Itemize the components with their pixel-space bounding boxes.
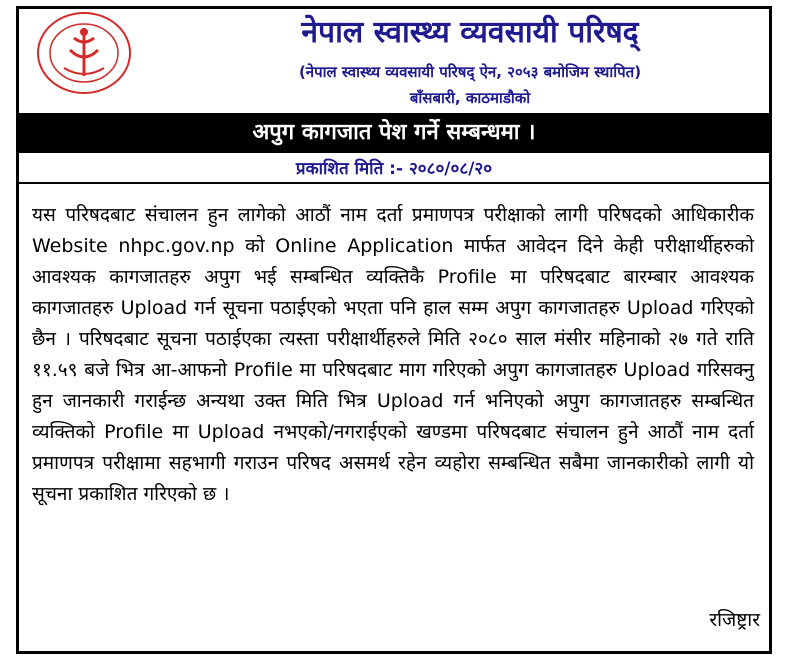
notice-body: यस परिषदबाट संचालन हुन लागेको आठौं नाम दर्ता प्रमाणपत्र परीक्षाको लागी परिषदको आधिकारीक Website nhpc.gov.np को Online Application मार्फत आवेदन दिने केही परीक्षार्थीहरुको आवश्यक कागजातहरु अपुग भई सम्बन्धित व्यक्तिकै Profile मा परिषदबाट बारम्बार आवश्यक कागजातहरु Upload गर्न सूचना पठाईएको भएता पनि हाल सम्म अपुग कागजातहरु Upload गरिएको छैन । परिषदबाट सूचना पठाईएका त्यस्ता परीक्षार्थीहरुले मिति २०८० साल मंसीर महिनाको २७ गते राति ११.५९ बजे भित्र आ-आफनो Profile मा परिषदबाट माग गरिएको अपुग कागजातहरु Upload गरिसक्नु हुन जानकारी गराईन्छ अन्यथा उक्त मिति भित्र Upload गर्न भनिएको अपुग कागजातहरु सम्बन्धित व्यक्तिको Profile मा Upload नभएको/नगराईएको खण्डमा परिषदबाट संचालन हुने आठौं नाम दर्ता प्रमाणपत्र परीक्षामा सहभागी गराउन परिषद असमर्थ रहेन व्यहोरा सम्बन्धित सबैमा जानकारीको लागी यो सूचना प्रकाशित गरिएको छ ।: [32, 204, 754, 505]
org-address: बाँसबारी, काठमाडौको: [409, 89, 531, 107]
established-note: (नेपाल स्वास्थ्य व्यवसायी परिषद् ऐन, २०५३ बमोजिम स्थापित): [298, 63, 642, 81]
divider: [19, 182, 769, 184]
notice-title: अपुग कागजात पेश गर्ने सम्बन्धमा ।: [19, 113, 769, 153]
signer: रजिष्ट्रार: [709, 609, 760, 631]
org-name: नेपाल स्वास्थ्य व्यवसायी परिषद्: [301, 15, 639, 50]
council-seal-icon: [34, 10, 134, 96]
published-date: प्रकाशित मिति :- २०८०/०८/२०: [295, 159, 493, 179]
